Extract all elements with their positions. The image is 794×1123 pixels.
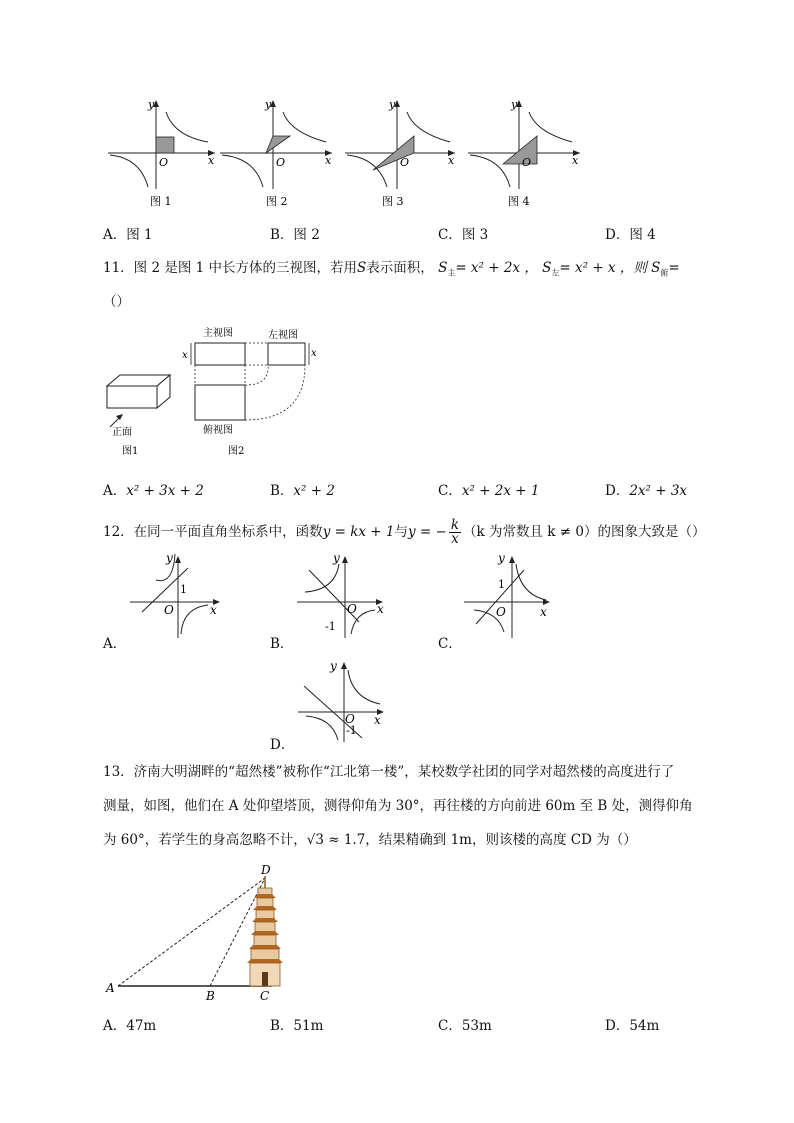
q10-figures — [100, 92, 590, 212]
q11-option-c[interactable] — [438, 479, 539, 499]
point-c-label: C — [260, 989, 270, 1000]
origin-label: O — [347, 602, 357, 616]
option-letter: B． — [270, 227, 294, 243]
top-view-label: 俯视图 — [203, 425, 233, 436]
q13-option-a[interactable] — [103, 1014, 156, 1034]
origin-label: O — [164, 603, 174, 617]
option-letter: C． — [438, 1018, 462, 1034]
option-letter: C． — [438, 483, 462, 499]
q13-stem-line-1: 13．济南大明湖畔的“超然楼”被称作“江北第一楼”，某校数学社团的同学对超然楼的高度进行了 — [103, 764, 675, 780]
point-d-label: D — [261, 863, 271, 877]
q10-option-d[interactable] — [605, 223, 656, 243]
q10-x-label: x — [208, 154, 215, 167]
q13-option-d[interactable] — [605, 1014, 659, 1034]
q10-option-c[interactable] — [438, 223, 488, 243]
option-text: 图 3 — [461, 227, 489, 243]
option-text: 图 2 — [293, 227, 320, 243]
q12-graph-d[interactable] — [296, 656, 396, 744]
q12-graph-b[interactable] — [295, 550, 395, 640]
q10-figure-1 — [108, 98, 215, 208]
q12-option-b[interactable]: B． — [270, 636, 294, 652]
y-label: y — [333, 551, 340, 565]
option-text: 51m — [293, 1018, 324, 1034]
option-text: 53m — [461, 1018, 492, 1034]
q10-caption-1: 图 1 — [150, 195, 172, 208]
q12-option-a[interactable]: A． — [103, 636, 127, 652]
fig1-caption: 图1 — [122, 446, 139, 457]
q11-blank: （） — [103, 294, 130, 310]
x-label: x — [210, 603, 217, 617]
front-face-label: 正面 — [112, 427, 132, 438]
q12-stem: 12．在同一平面直角坐标系中，函数y = kx + 1与y = − $\frac{k}{x}$ （k 为常数且 k ≠ 0）的图象大致是（） — [103, 517, 706, 547]
q10-figure-2 — [220, 98, 332, 208]
q10-origin-label: O — [276, 156, 286, 169]
origin-label: O — [496, 605, 506, 619]
three-views-figure — [182, 327, 317, 457]
option-text: x² + 2 — [293, 483, 335, 499]
point-a-label: A — [106, 981, 115, 995]
q10-caption-4: 图 4 — [508, 195, 530, 208]
q11-option-a[interactable] — [103, 479, 204, 499]
intercept-label: 1 — [180, 583, 187, 596]
q10-option-a[interactable] — [103, 223, 153, 243]
y-label: y — [498, 551, 505, 565]
q10-y-label: y — [511, 98, 518, 111]
point-b-label: B — [206, 989, 215, 1000]
q10-x-label: x — [448, 154, 455, 167]
option-text: 54m — [629, 1018, 660, 1034]
q11-option-b[interactable] — [270, 479, 335, 499]
option-letter: D． — [605, 227, 630, 243]
option-text: 图 4 — [629, 227, 656, 243]
q13-figure — [100, 860, 300, 1000]
option-text: 图 1 — [126, 227, 153, 243]
q10-y-label: y — [265, 98, 272, 111]
fig2-caption: 图2 — [228, 446, 245, 457]
q10-origin-label: O — [159, 156, 169, 169]
option-text: 2x² + 3x — [629, 483, 688, 499]
option-letter: A． — [103, 1018, 127, 1034]
q12-graph-a[interactable] — [128, 550, 228, 640]
q13-stem-line-3: 为 60°，若学生的身高忽略不计，√3 ≈ 1.7，结果精确到 1m，则该楼的高度 CD 为（） — [103, 832, 637, 848]
q10-origin-label: O — [522, 156, 532, 169]
q10-figure-4 — [468, 98, 580, 208]
option-letter: B． — [270, 1018, 294, 1034]
option-letter: C． — [438, 227, 462, 243]
x-label: x — [311, 348, 317, 359]
option-letter: A． — [103, 227, 127, 243]
option-letter: A． — [103, 483, 127, 499]
q10-y-label: y — [389, 98, 396, 111]
q13-option-c[interactable] — [438, 1014, 492, 1034]
q13-stem-line-2: 测量，如图，他们在 A 处仰望塔顶，测得仰角为 30°，再往楼的方向前进 60m 至 B 处，测得仰角 — [103, 798, 693, 814]
q13-option-b[interactable] — [270, 1014, 323, 1034]
x-label: x — [374, 713, 381, 727]
q10-figure-3 — [345, 98, 455, 208]
option-text: x² + 2x + 1 — [461, 483, 540, 499]
left-view-label: 左视图 — [268, 330, 298, 341]
fraction: $\frac{k}{x}$ — [450, 517, 460, 547]
intercept-label: -1 — [346, 724, 357, 737]
sqrt-approx: √3 ≈ 1.7 — [306, 832, 366, 848]
q11-option-d[interactable] — [605, 479, 687, 499]
option-letter: D． — [605, 1018, 630, 1034]
q12-graph-c[interactable] — [462, 550, 562, 640]
q10-origin-label: O — [400, 156, 410, 169]
q10-x-label: x — [572, 154, 579, 167]
front-view-label: 主视图 — [203, 328, 233, 339]
x-label: x — [540, 605, 547, 619]
q11-stem: 11．图 2 是图 1 中长方体的三视图，若用S表示面积， $S_主= x^2 + 2x$ ， $S_左= x^2 + x$ ，则 $S_俯=$ — [103, 260, 680, 278]
pagoda-tower-icon — [247, 876, 283, 986]
q10-x-label: x — [325, 154, 332, 167]
option-text: x² + 3x + 2 — [126, 483, 204, 499]
x-label: x — [182, 350, 188, 361]
option-letter: D． — [605, 483, 630, 499]
y-label: y — [330, 659, 337, 673]
q11-figure — [100, 322, 340, 462]
option-letter: B． — [270, 483, 294, 499]
q12-option-d[interactable]: D． — [270, 737, 295, 753]
q10-caption-3: 图 3 — [382, 195, 404, 208]
y-label: y — [166, 551, 173, 565]
intercept-label: 1 — [498, 578, 505, 591]
cuboid-figure — [107, 375, 170, 457]
origin-label: O — [345, 712, 355, 726]
intercept-label: -1 — [325, 620, 336, 633]
option-text: 47m — [126, 1018, 157, 1034]
q10-option-b[interactable] — [270, 223, 320, 243]
q12-option-c[interactable]: C． — [438, 636, 462, 652]
x-label: x — [377, 602, 384, 616]
q10-caption-2: 图 2 — [266, 195, 288, 208]
q10-y-label: y — [148, 98, 155, 111]
